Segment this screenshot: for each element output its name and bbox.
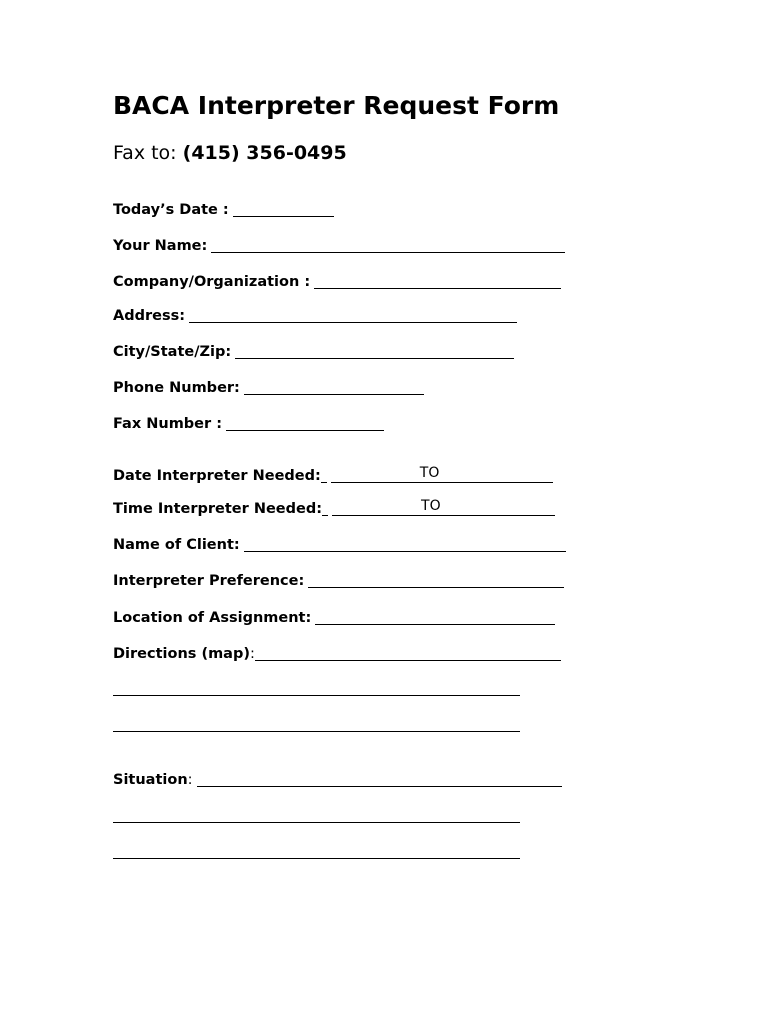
- your-name-field: [113, 235, 565, 255]
- fax-number-label: Fax Number :: [113, 416, 223, 432]
- address-label: Address:: [113, 308, 186, 324]
- fax-number-field: [113, 413, 384, 433]
- date-needed-field: [113, 465, 553, 485]
- date-needed-from-input[interactable]: [331, 464, 420, 483]
- interpreter-preference-input[interactable]: [308, 569, 564, 588]
- directions-input[interactable]: [255, 642, 561, 661]
- situation-label: Situation: [113, 772, 188, 788]
- date-needed-spacer: [321, 464, 327, 483]
- situation-extra-line-2[interactable]: [113, 858, 520, 859]
- phone-number-field: [113, 377, 424, 397]
- directions-label: Directions (map): [113, 646, 250, 662]
- location-label: Location of Assignment:: [113, 610, 312, 626]
- todays-date-input[interactable]: [233, 198, 334, 217]
- time-needed-from-input[interactable]: [332, 497, 421, 516]
- interpreter-preference-label: Interpreter Preference:: [113, 573, 305, 589]
- time-needed-to-input[interactable]: [441, 497, 555, 516]
- phone-number-label: Phone Number:: [113, 380, 240, 396]
- your-name-input[interactable]: [211, 234, 565, 253]
- directions-extra-line-1[interactable]: [113, 695, 520, 696]
- address-field: [113, 305, 517, 325]
- location-input[interactable]: [315, 606, 555, 625]
- time-needed-label: Time Interpreter Needed:: [113, 501, 323, 517]
- date-needed-label: Date Interpreter Needed:: [113, 468, 321, 484]
- fax-number-input[interactable]: [226, 412, 384, 431]
- city-state-zip-field: [113, 341, 514, 361]
- name-of-client-field: [113, 534, 566, 554]
- situation-extra-line-1[interactable]: [113, 822, 520, 823]
- page-title: BACA Interpreter Request Form: [113, 91, 560, 120]
- company-input[interactable]: [314, 270, 561, 289]
- fax-to-number: (415) 356-0495: [182, 142, 347, 164]
- company-label: Company/Organization :: [113, 274, 311, 290]
- time-needed-field: [113, 498, 555, 518]
- name-of-client-label: Name of Client:: [113, 537, 240, 553]
- directions-extra-line-2[interactable]: [113, 731, 520, 732]
- your-name-label: Your Name:: [113, 238, 208, 254]
- directions-field: [113, 643, 561, 663]
- situation-colon: :: [187, 772, 193, 788]
- time-needed-to-label: TO: [421, 498, 441, 514]
- todays-date-label: Today’s Date :: [113, 202, 229, 218]
- todays-date-field: [113, 199, 334, 219]
- fax-to-line: [113, 142, 347, 164]
- fax-to-label: Fax to:: [113, 142, 183, 164]
- date-needed-to-input[interactable]: [439, 464, 553, 483]
- situation-input[interactable]: [197, 768, 562, 787]
- city-state-zip-input[interactable]: [235, 340, 514, 359]
- city-state-zip-label: City/State/Zip:: [113, 344, 232, 360]
- phone-number-input[interactable]: [244, 376, 424, 395]
- company-field: [113, 271, 561, 291]
- date-needed-to-label: TO: [419, 465, 440, 481]
- interpreter-preference-field: [113, 570, 564, 590]
- location-field: [113, 607, 555, 627]
- address-input[interactable]: [189, 304, 517, 323]
- name-of-client-input[interactable]: [244, 533, 566, 552]
- time-needed-spacer: [322, 497, 328, 516]
- situation-field: [113, 769, 562, 789]
- directions-colon: :: [249, 646, 255, 662]
